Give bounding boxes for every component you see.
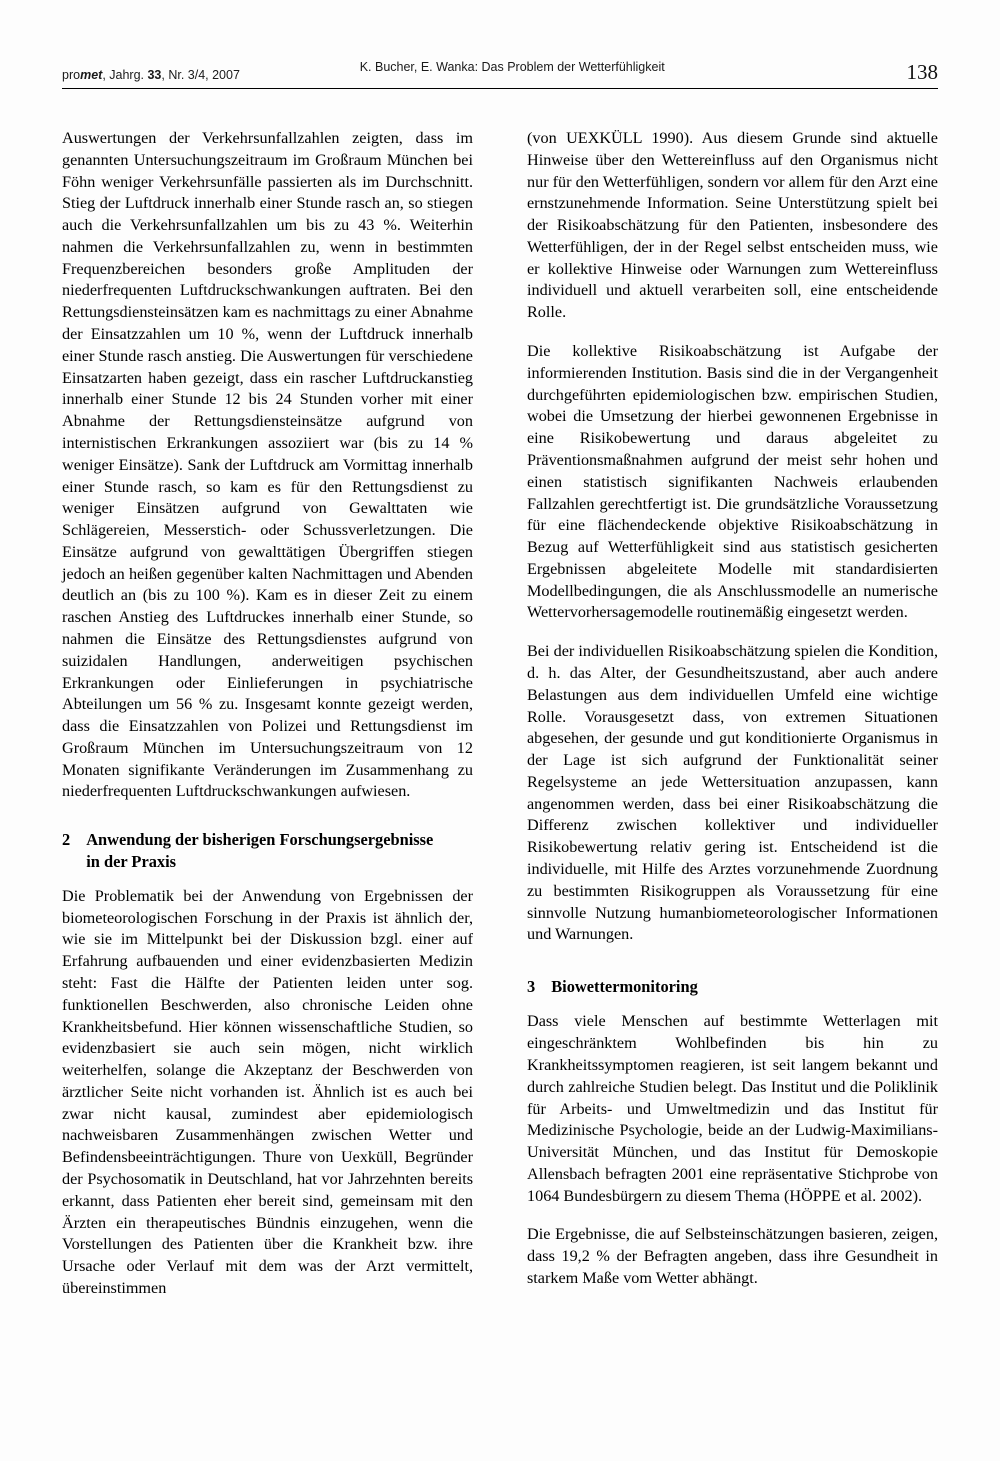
- paragraph: Auswertungen der Verkehrsunfallzahlen zeigten, dass im genannten Untersuchungszeitraum im Großraum München bei Föhn weniger Verkehrsunfälle passierten als im Durchschnitt. Stieg der Luftdruck innerhalb einer Stunde rasch an, so stiegen auch die Verkehrsunfallzahlen um bis zu 43 %. Weiterhin nahmen die Verkehrsunfallzahlen zu, wenn in bestimmten Frequenzbereichen besonders große Amplituden der niederfrequenten Luftdruckschwankungen auftraten. Bei den Rettungsdiensteinsätzen kam es nachmittags zu einer Abnahme der Einsatzzahlen um 10 %, wenn der Luftdruck innerhalb einer Stunde rasch anstieg. Die Auswertungen für verschiedene Einsatzarten haben gezeigt, dass ein rascher Luftdruckanstieg innerhalb einer Stunde 12 bis 24 Stunden vorher mit einer Abnahme der Rettungsdiensteinsätze aufgrund von internistischen Erkrankungen assoziiert war (bis zu 14 % weniger Einsätze). Sank der Luftdruck am Vormittag innerhalb einer Stunde rasch, so kam es für den Rettungsdienst zu weniger Einsätzen aufgrund von Gewalttaten wie Schlägereien, Messerstich- oder Schussverletzungen. Die Einsätze aufgrund von gewalttätigen Übergriffen stiegen jedoch an heißen gegenüber kalten Nachmittagen und Abenden deutlich an (bis zu 100 %). Kam es in dieser Zeit zu einem raschen Anstieg des Luftdruckes innerhalb einer Stunde, so nahmen die Einsätze des Rettungsdienstes aufgrund von suizidalen Handlungen, anderweitigen psychischen Erkrankungen oder Einlieferungen in psychiatrische Abteilungen um 56 % zu. Insgesamt konnte gezeigt werden, dass die Einsatzzahlen von Polizei und Rettungsdienst im Großraum München im Untersuchungszeitraum von 12 Monaten signifikante Veränderungen im Zusammenhang zu niederfrequenten Luftdruckschwankungen aufwiesen.: [62, 129, 473, 801]
- paragraph: Die kollektive Risikoabschätzung ist Aufgabe der informierenden Institution. Basis sind die in der Vergangenheit durchgeführten epidemiologischen bzw. empirischen Studien, wobei die Umsetzung der hierbei gewonnenen Ergebnisse in eine Risikobewertung und daraus abgeleitet zu Präventionsmaßnahmen aufgrund der meist sehr hohen und einen statistisch signifikanten Nachweis erlaubenden Fallzahlen gerechtfertigt ist. Die grundsätzliche Voraussetzung für eine flächendeckende objektive Risikoabschätzung in Bezug auf Wetterfühligkeit sind aus statistisch gesicherten Ergebnissen abgeleitete Modelle mit standardisierten Modellbedingungen, die als Anschlussmodelle an numerische Wettervorhersagemodelle routinemäßig eingesetzt werden.: [527, 342, 938, 622]
- journal-name-pro: pro: [62, 68, 81, 82]
- left-column: [62, 128, 473, 1300]
- paragraph: Bei der individuellen Risikoabschätzung spielen die Kondition, d. h. das Alter, der Gesundheitszustand, aber auch andere Belastungen aus dem individuellen Umfeld eine wichtige Rolle. Vorausgesetzt dass, von extremen Situationen abgesehen, der gesunde und gut konditionierte Organismus in der Lage ist sich aufgrund der Funktionalität seiner Regelsysteme an jede Wettersituation anzupassen, kann angenommen werden, dass bei einer Risikoabschätzung die Differenz zwischen kollektiver und individueller Risikobewertung relativ gering ist. Entscheidend ist die individuelle, mit Hilfe des Arztes vorzunehmende Zuordnung zu bestimmten Risikogruppen als Voraussetzung für eine sinnvolle Nutzung humanbiometeorologischer Informationen und Warnungen.: [527, 642, 938, 944]
- section-number: 3: [527, 977, 536, 997]
- section-heading-3: [527, 976, 938, 997]
- paragraph: Dass viele Menschen auf bestimmte Wetterlagen mit eingeschränktem Wohlbefinden bis hin zu Krankheitssymptomen reagieren, ist seit langem bekannt und durch zahlreiche Studien belegt. Das Institut und die Poliklinik für Arbeits- und Umweltmedizin und das Institut für Medizinische Psychologie, beide an der Ludwig-Maximilians-Universität München, und das Institut für Demoskopie Allensbach befragten 2001 eine repräsentative Stichprobe von 1064 Bundesbürgern zu diesem Thema (HÖPPE et al. 2002).: [527, 1012, 938, 1205]
- page-header: [62, 60, 938, 85]
- paragraph: (von UEXKÜLL 1990). Aus diesem Grunde sind aktuelle Hinweise über den Wettereinfluss auf den Organismus nicht nur für den Wetterfühligen, sondern vor allem für den Arzt eine ernstzunehmende Information. Seine Unterstützung spielt bei der Risikoabschätzung für den Patienten, insbesondere des Wetterfühligen, der in der Regel selbst entscheiden muss, wie er kollektive Hinweise oder Warnungen zum Wettereinfluss individuell und aktuell verarbeiten soll, eine entscheidende Rolle.: [527, 129, 938, 322]
- article-body: [62, 128, 938, 1300]
- journal-volume: 33: [147, 68, 162, 82]
- journal-citation: [62, 68, 240, 82]
- section-title: Biowettermonitoring: [551, 977, 698, 997]
- paragraph: Die Problematik bei der Anwendung von Ergebnissen der biometeorologischen Forschung in der Praxis ist ähnlich der, wie sie im Mittelpunkt bei der Diskussion bzgl. einer auf Erfahrung aufbauenden und einer evidenzbasierten Medizin steht: Fast die Hälfte der Patienten leiden unter sog. funktionellen Beschwerden, also chronische Leiden ohne Krankheitsbefund. Hier können wissenschaftliche Studien, so evidenzbasiert sie auch sein mögen, nicht wirklich weiterhelfen, solange die Akzeptanz der Beschwerden von ärztlicher Seite nicht vorhanden ist. Ähnlich ist es auch bei zwar nicht kausal, zumindest aber epidemiologisch nachweisbaren Zusammenhängen zwischen Wetter und Befindensbeeinträchtigungen. Thure von Uexküll, Begründer der Psychosomatik in Deutschland, hat vor Jahrzehnten bereits erkannt, dass Patienten eher bereit sind, gemeinsam mit den Ärzten ein therapeutisches Bündnis einzugehen, wenn die Vorstellungen des Patienten über die Krankheit bzw. ihre Ursache oder Verlauf mit dem was der Arzt vermittelt, übereinstimmen: [62, 886, 473, 1297]
- page-number: 138: [906, 60, 938, 84]
- journal-issue: , Nr. 3/4, 2007: [161, 68, 240, 82]
- section-title-line2: in der Praxis: [86, 851, 177, 871]
- running-title: K. Bucher, E. Wanka: Das Problem der Wetterfühligkeit: [359, 60, 665, 74]
- section-title-line1: Anwendung der bisherigen Forschungsergebnisse: [86, 830, 434, 850]
- section-title: [86, 829, 473, 872]
- right-column: [527, 128, 938, 1300]
- paragraph: Die Ergebnisse, die auf Selbsteinschätzungen basieren, zeigen, dass 19,2 % der Befragten angeben, dass ihre Gesundheit in starkem Maße vom Wetter abhängt.: [527, 1225, 938, 1288]
- header-divider: [62, 88, 938, 89]
- section-number: 2: [62, 830, 71, 850]
- section-heading-2: [62, 829, 473, 872]
- journal-name-met: met: [80, 68, 103, 82]
- journal-volume-prefix: , Jahrg.: [102, 68, 148, 82]
